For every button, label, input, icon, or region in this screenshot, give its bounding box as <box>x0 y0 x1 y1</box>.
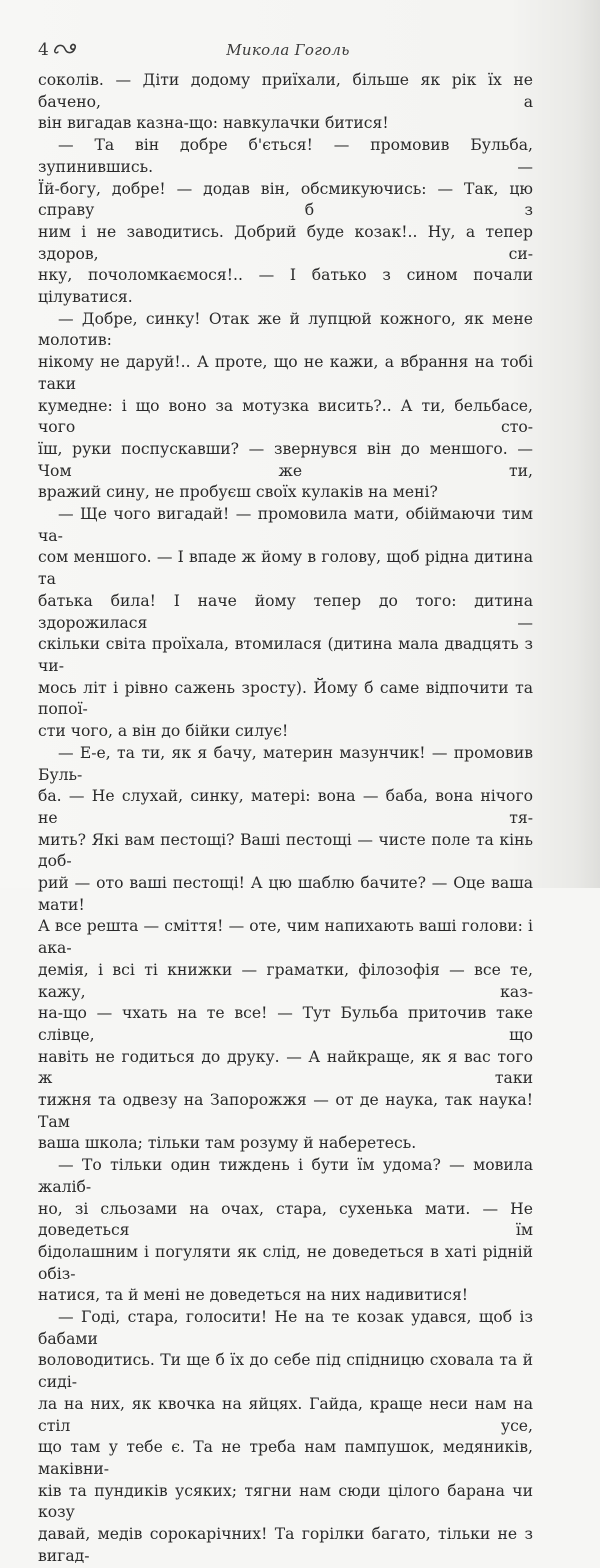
text-line: бідолашним і погуляти як слід, не доведеться в хаті рідній обіз- <box>38 1242 533 1283</box>
text-line: сти чого, а він до бійки силує! <box>38 722 289 741</box>
body-text <box>38 70 533 1568</box>
text-line: нікому не даруй!.. А проте, що не кажи, а вбрання на тобі таки <box>38 353 533 393</box>
text-line: ваша школа; тільки там розуму й наберетесь. <box>38 1134 417 1153</box>
text-line: ків та пундиків усяких; тягни нам сюди цілого барана чи козу <box>38 1481 533 1522</box>
text-line: вражий сину, не пробуєш своїх кулаків на мені? <box>38 483 438 502</box>
text-line: тижня та одвезу на Запорожжя — от де наука, так наука! Там <box>38 1091 533 1131</box>
text-line: — Добре, синку! Отак же й лупцюй кожного, як мене молотив: <box>38 309 533 350</box>
text-line: мить? Які вам пестощі? Ваші пестощі — чисте поле та кінь доб- <box>38 830 533 871</box>
text-line: ним і не заводитись. Добрий буде козак!.. Ну, а тепер здоров, си- <box>38 222 533 263</box>
text-line: нку, почоломкаємося!.. — І батько з сином почали цілуватися. <box>38 266 533 307</box>
text-line: — Годі, стара, голосити! Не на те козак удався, щоб із бабами <box>38 1308 533 1348</box>
text-line: скільки світа проїхала, втомилася (дитина мала двадцять з чи- <box>38 635 533 675</box>
text-line: на-що — чхать на те все! — Тут Бульба приточив таке слівце, що <box>38 1004 533 1044</box>
text-line: ла на них, як квочка на яйцях. Гайда, краще неси нам на стіл усе, <box>38 1394 533 1435</box>
text-line: кумедне: і що воно за мотузка висить?.. А ти, бельбасе, чого сто- <box>38 396 533 437</box>
text-line: А все решта — сміття! — оте, чим напихають ваші голови: і ака- <box>38 917 533 958</box>
text-line: що там у тебе є. Та не треба нам пампушок, медяників, маківни- <box>38 1438 533 1478</box>
page-number: 4 <box>38 40 49 60</box>
text-line: натися, та й мені не доведеться на них надивитися! <box>38 1286 469 1305</box>
running-title: Микола Гоголь <box>226 41 350 59</box>
text-line: — Е-е, та ти, як я бачу, материн мазунчик! — промовив Буль- <box>38 743 533 784</box>
text-line: рий — ото ваші пестощі! А цю шаблю бачите? — Оце ваша мати! <box>38 874 533 914</box>
text-line: соколів. — Діти додому приїхали, більше як рік їх не бачено, а <box>38 71 533 111</box>
text-line: давай, медів сорокарічних! Та горілки багато, тільки не з вигад- <box>38 1525 533 1565</box>
text-line: демія, і всі ті книжки — граматки, філозофія — все те, кажу, каз- <box>38 960 533 1001</box>
text-line: — Ще чого вигадай! — промовила мати, обіймаючи тим ча- <box>38 505 533 545</box>
page-header <box>38 40 538 62</box>
text-line: но, зі сльозами на очах, стара, сухенька мати. — Не доведеться їм <box>38 1199 533 1240</box>
text-line: сом меншого. — І впаде ж йому в голову, щоб рідна дитина та <box>38 548 533 589</box>
text-line: — То тільки один тиждень і бути їм удома? — мовила жаліб- <box>38 1156 533 1196</box>
text-line: навіть не годиться до друку. — А найкраще, як я вас того ж таки <box>38 1047 533 1088</box>
text-line: — Та він добре б'ється! — промовив Бульба, зупинившись. — <box>38 136 533 176</box>
text-line: ба. — Не слухай, синку, матері: вона — баба, вона нічого не тя- <box>38 787 533 827</box>
text-line: їш, руки поспускавши? — звернувся він до меншого. — Чом же ти, <box>38 439 533 480</box>
text-line: воловодитись. Ти ще б їх до себе під спідницю сховала та й сиді- <box>38 1351 533 1392</box>
text-line: Їй-богу, добре! — додав він, обсмикуючись: — Так, цю справу б з <box>38 179 533 220</box>
text-line: мось літ і рівно сажень зросту). Йому б саме відпочити та попої- <box>38 678 533 719</box>
text-line: він вигадав казна-що: навкулачки битися! <box>38 114 389 133</box>
text-line: батька била! І наче йому тепер до того: дитина здорожилася — <box>38 591 533 632</box>
